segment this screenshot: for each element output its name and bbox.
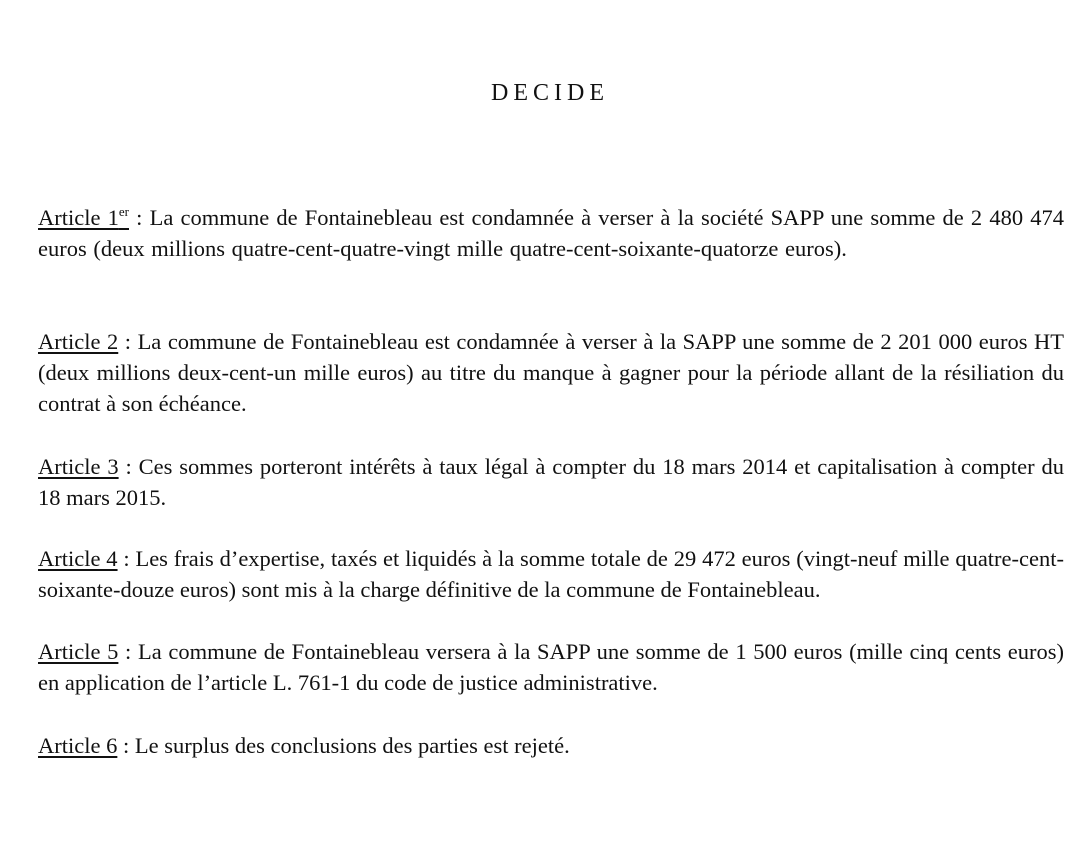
article-label: Article 1er bbox=[38, 204, 129, 230]
article-label: Article 5 bbox=[38, 639, 119, 664]
article-text: La commune de Fontainebleau versera à la SAPP une somme de 1 500 euros (mille cinq cents euros) en application de l’article L. 761-1 du code de justice administrative. bbox=[38, 639, 1064, 695]
article-text: La commune de Fontainebleau est condamnée à verser à la SAPP une somme de 2 201 000 euros HT (deux millions deux-cent-un mille euros) au titre du manque à gagner pour la période allant de la résiliation du contrat à son échéance. bbox=[38, 329, 1064, 416]
article-text: Le surplus des conclusions des parties est rejeté. bbox=[134, 733, 570, 758]
article-label: Article 6 bbox=[38, 733, 118, 758]
article-label: Article 3 bbox=[38, 454, 119, 479]
article-6 bbox=[38, 730, 1064, 761]
article-4 bbox=[38, 543, 1064, 605]
article-separator: : bbox=[118, 454, 139, 479]
article-separator: : bbox=[118, 329, 138, 354]
article-3 bbox=[38, 451, 1064, 513]
article-label: Article 2 bbox=[38, 329, 119, 354]
article-separator: : bbox=[129, 205, 150, 230]
article-separator: : bbox=[117, 733, 135, 758]
article-5 bbox=[38, 636, 1064, 698]
article-separator: : bbox=[118, 639, 138, 664]
article-label-superscript: er bbox=[118, 204, 129, 219]
document-heading: DECIDE bbox=[491, 80, 609, 106]
article-2 bbox=[38, 326, 1064, 419]
article-text: La commune de Fontainebleau est condamnée à verser à la société SAPP une somme de 2 480 474 euros (deux millions quatre-cent-quatre-vingt mille quatre-cent-soixante-quatorze euros). bbox=[38, 205, 1064, 261]
article-label: Article 4 bbox=[38, 546, 118, 571]
article-text: Les frais d’expertise, taxés et liquidés à la somme totale de 29 472 euros (vingt-neuf mille quatre-cent-soixante-douze euros) sont mis à la charge définitive de la commune de Fontainebleau. bbox=[38, 546, 1064, 602]
article-text: Ces sommes porteront intérêts à taux légal à compter du 18 mars 2014 et capitalisation à compter du 18 mars 2015. bbox=[38, 454, 1065, 510]
article-1 bbox=[38, 202, 1064, 264]
article-separator: : bbox=[117, 546, 136, 571]
